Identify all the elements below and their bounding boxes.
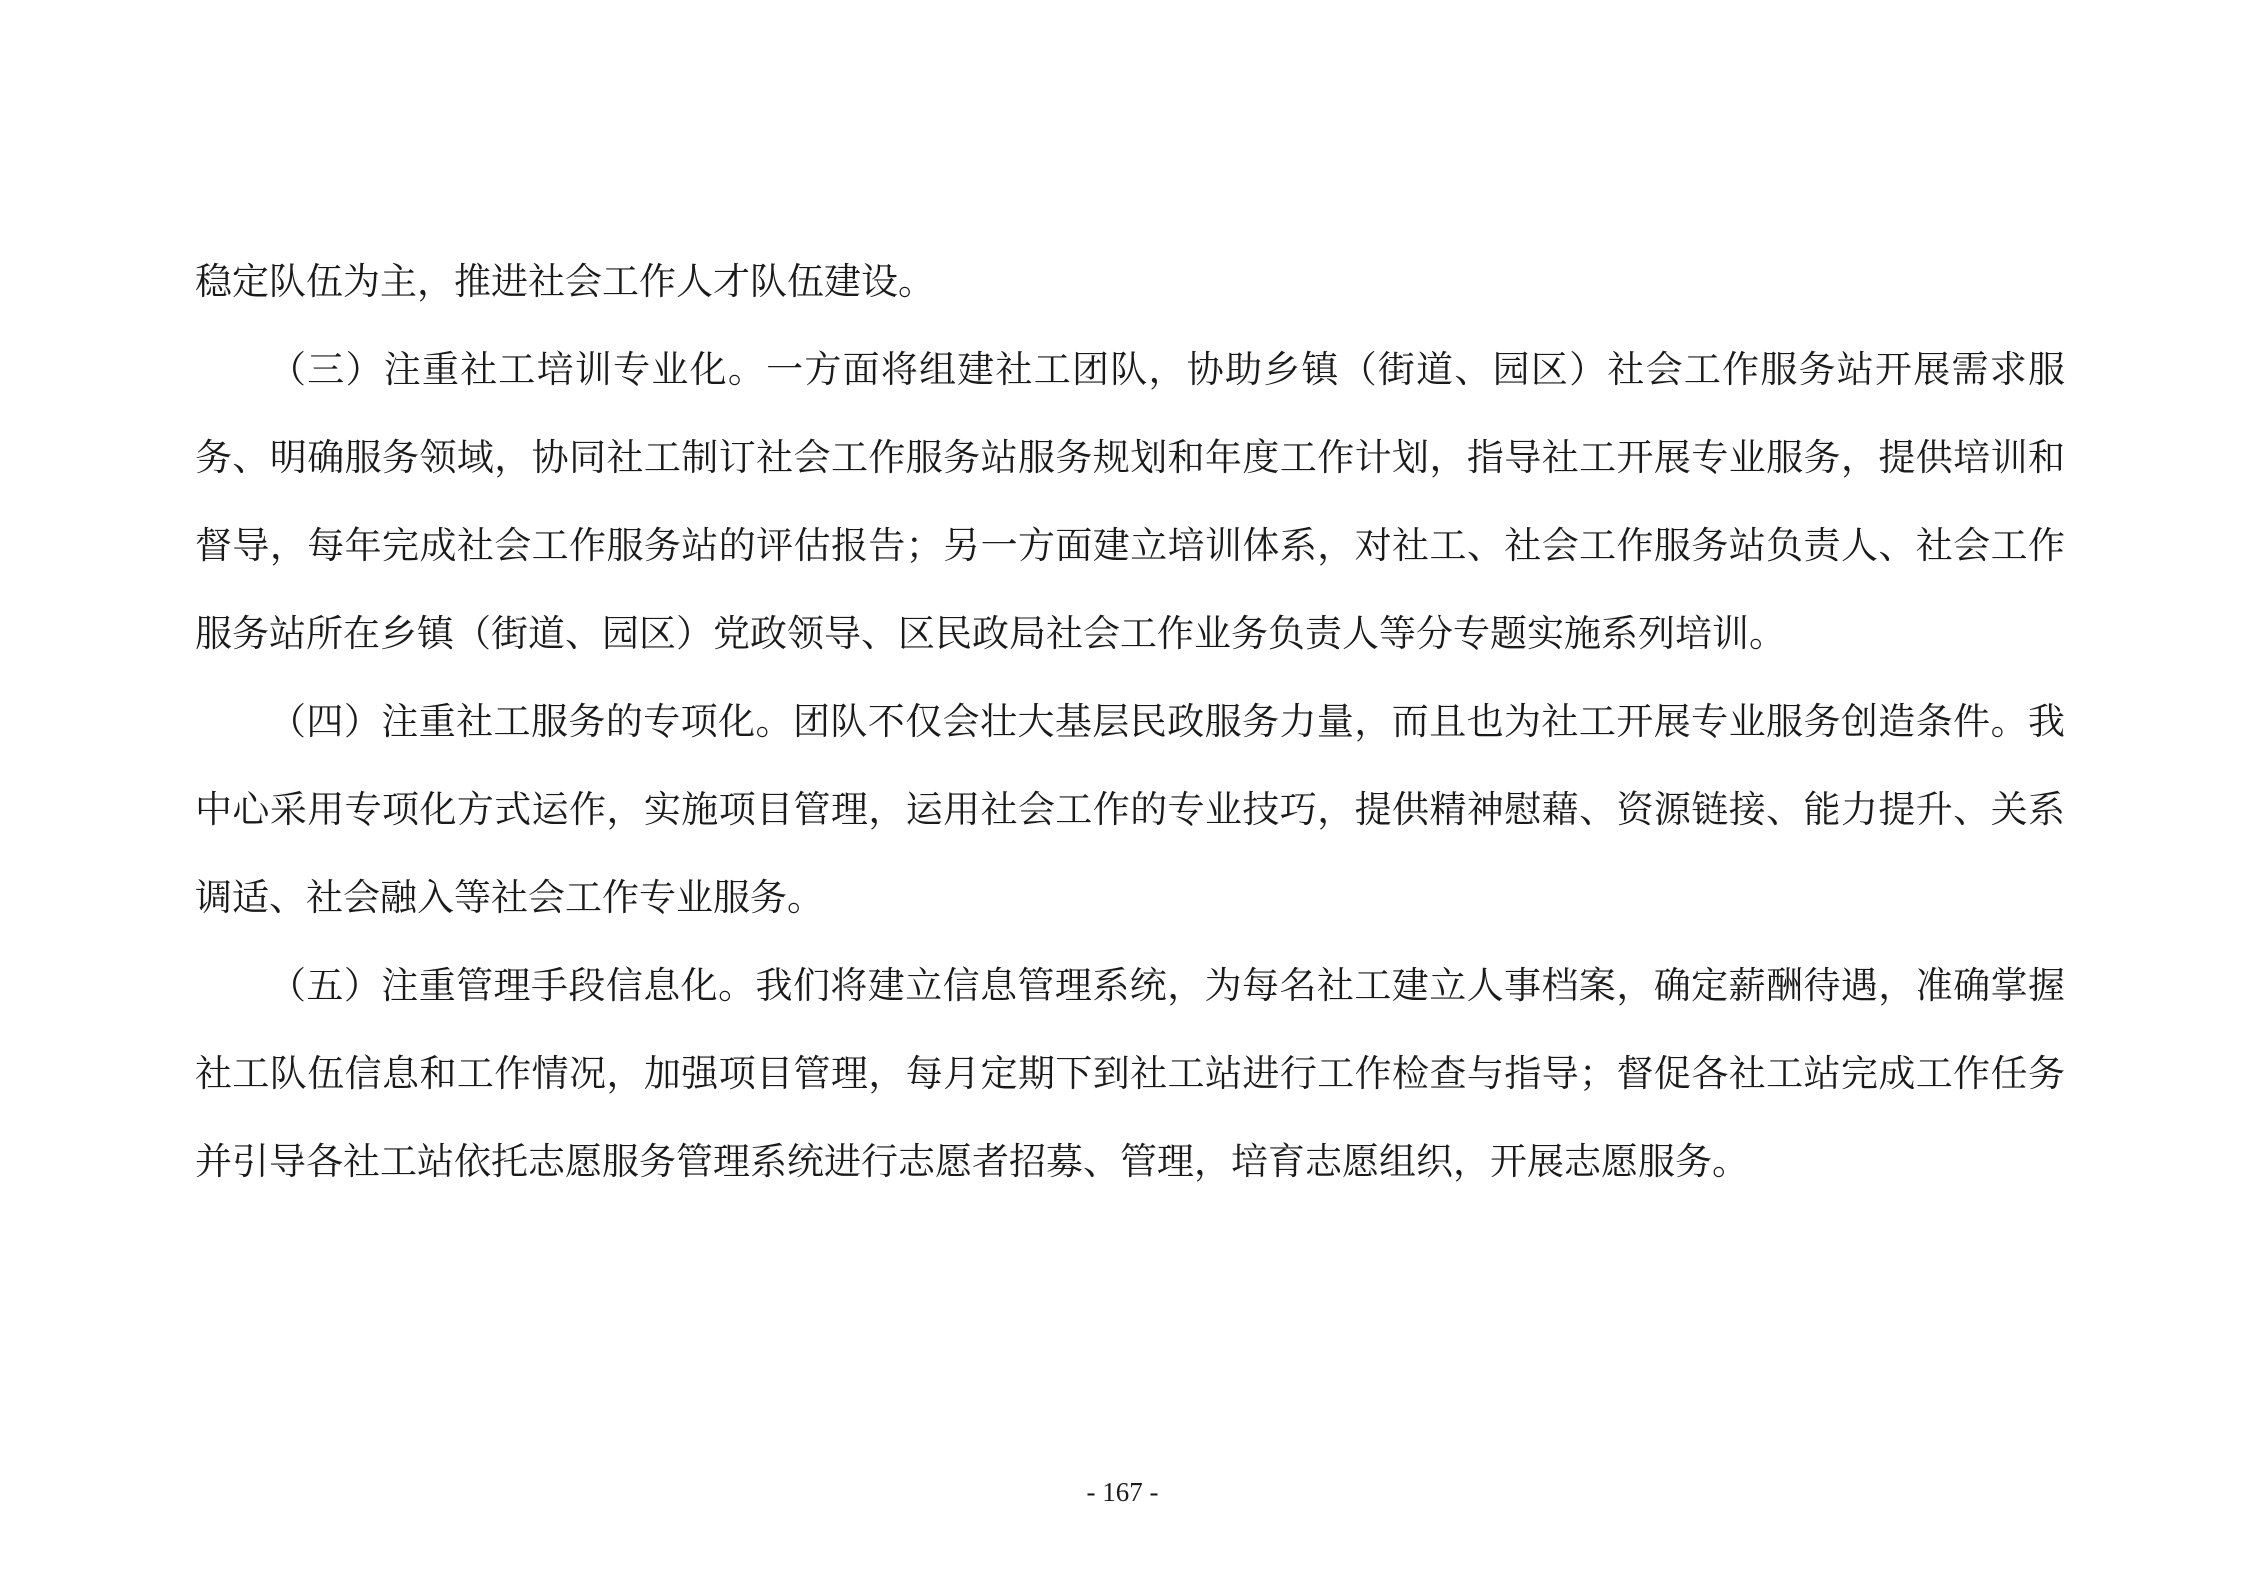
paragraph-section-3: （三）注重社工培训专业化。一方面将组建社工团队，协助乡镇（街道、园区）社会工作服务站开展需求服务、明确服务领域，协同社工制订社会工作服务站服务规划和年度工作计划，指导社工开展专业服务，提供培训和督导，每年完成社会工作服务站的评估报告；另一方面建立培训体系，对社工、社会工作服务站负责人、社会工作服务站所在乡镇（街道、园区）党政领导、区民政局社会工作业务负责人等分专题实施系列培训。 (195, 348, 2065, 655)
body-text (195, 238, 2065, 1206)
paragraph-section-5: （五）注重管理手段信息化。我们将建立信息管理系统，为每名社工建立人事档案，确定薪酬待遇，准确掌握社工队伍信息和工作情况，加强项目管理，每月定期下到社工站进行工作检查与指导；督促各社工站完成工作任务并引导各社工站依托志愿服务管理系统进行志愿者招募、管理，培育志愿组织，开展志愿服务。 (195, 964, 2065, 1183)
paragraph-continuation: 稳定队伍为主，推进社会工作人才队伍建设。 (195, 260, 935, 303)
paragraph-section-4: （四）注重社工服务的专项化。团队不仅会壮大基层民政服务力量，而且也为社工开展专业服务创造条件。我中心采用专项化方式运作，实施项目管理，运用社会工作的专业技巧，提供精神慰藉、资源链接、能力提升、关系调适、社会融入等社会工作专业服务。 (195, 700, 2065, 919)
page-number: - 167 - (1086, 1477, 1159, 1507)
